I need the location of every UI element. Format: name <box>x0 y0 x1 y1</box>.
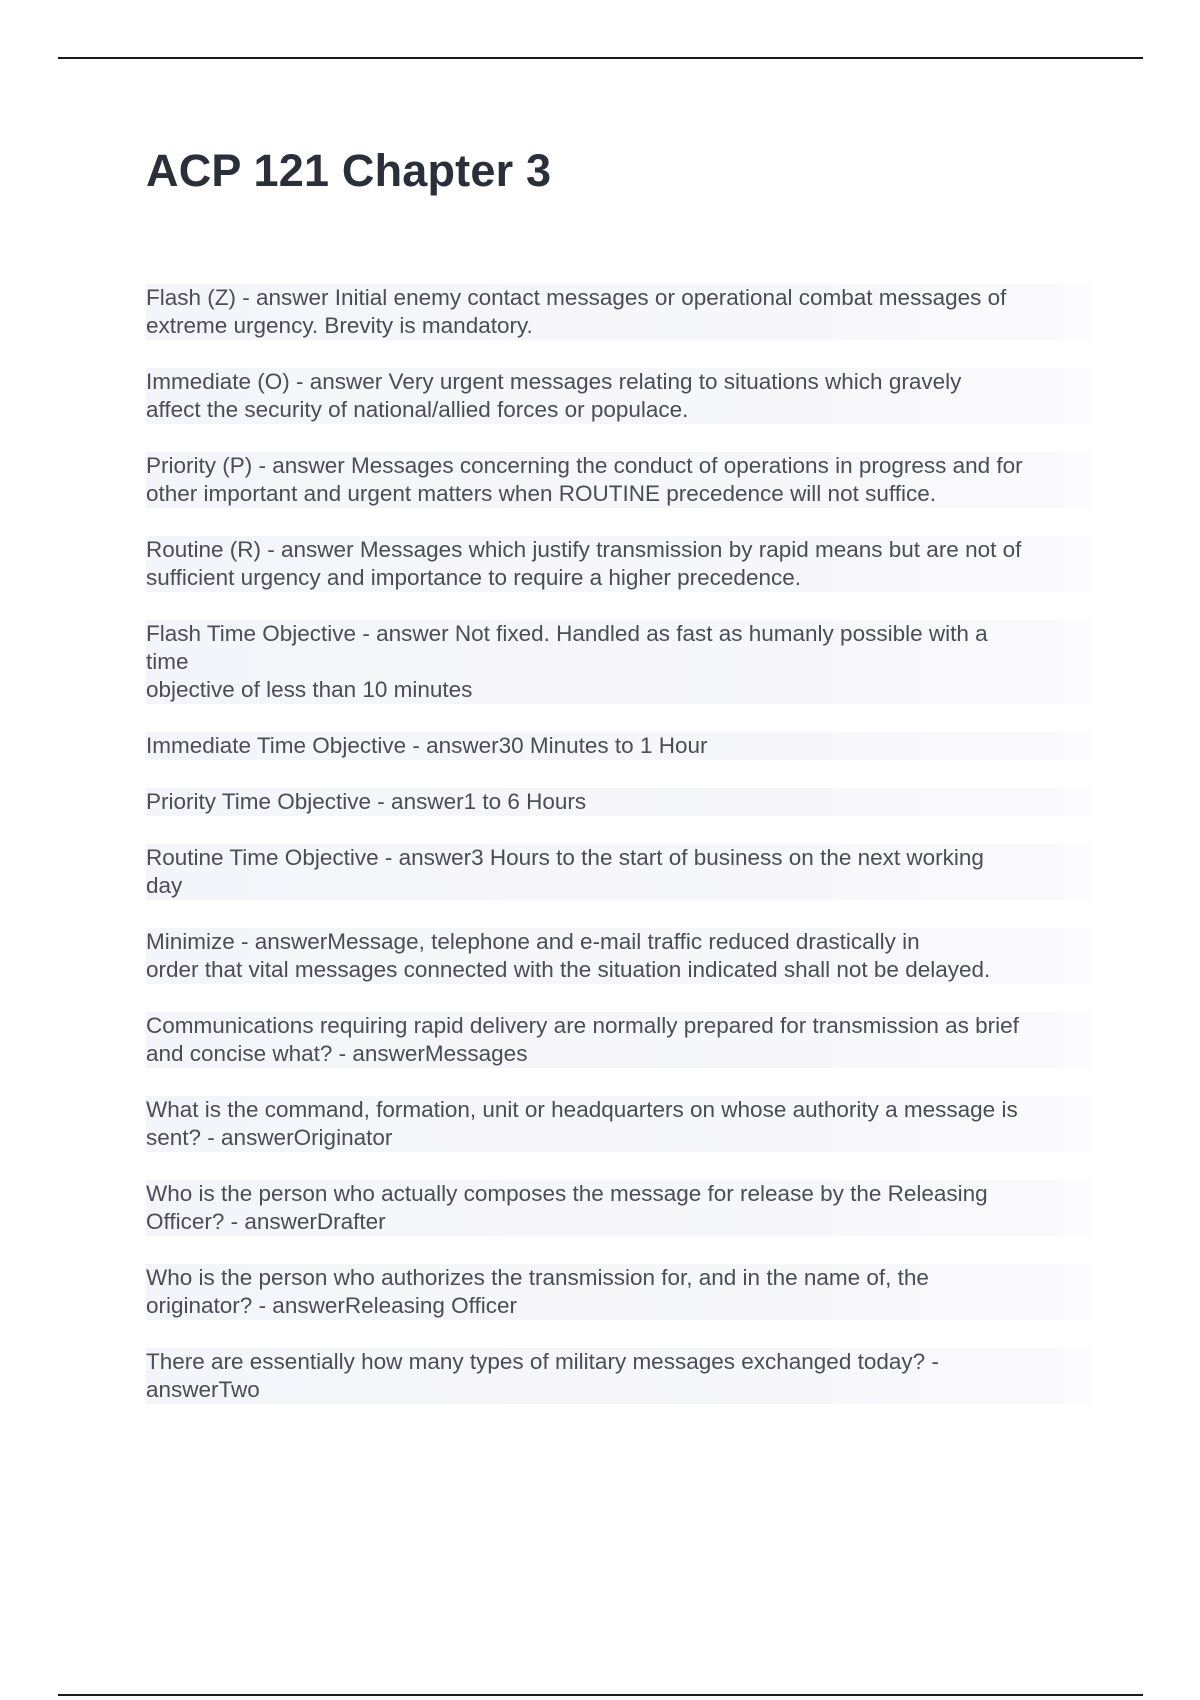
bottom-rule <box>58 1694 1143 1696</box>
top-rule <box>58 57 1143 59</box>
qa-item: Flash Time Objective - answer Not fixed. Handled as fast as humanly possible with a time objective of less than 10 minutes <box>146 620 1091 704</box>
qa-list <box>146 284 1091 1432</box>
qa-item: What is the command, formation, unit or headquarters on whose authority a message is sent? - answerOriginator <box>146 1096 1091 1152</box>
page-title: ACP 121 Chapter 3 <box>146 145 552 196</box>
qa-item: Immediate Time Objective - answer30 Minutes to 1 Hour <box>146 732 1091 760</box>
qa-item: Who is the person who authorizes the transmission for, and in the name of, the originator? - answerReleasing Officer <box>146 1264 1091 1320</box>
qa-item: Priority Time Objective - answer1 to 6 Hours <box>146 788 1091 816</box>
qa-item: There are essentially how many types of military messages exchanged today? - answerTwo <box>146 1348 1091 1404</box>
qa-item: Communications requiring rapid delivery are normally prepared for transmission as brief and concise what? - answerMessages <box>146 1012 1091 1068</box>
qa-item: Minimize - answerMessage, telephone and e-mail traffic reduced drastically in order that vital messages connected with the situation indicated shall not be delayed. <box>146 928 1091 984</box>
qa-item: Routine Time Objective - answer3 Hours to the start of business on the next working day <box>146 844 1091 900</box>
qa-item: Priority (P) - answer Messages concerning the conduct of operations in progress and for other important and urgent matters when ROUTINE precedence will not suffice. <box>146 452 1091 508</box>
qa-item: Routine (R) - answer Messages which justify transmission by rapid means but are not of sufficient urgency and importance to require a higher precedence. <box>146 536 1091 592</box>
qa-item: Flash (Z) - answer Initial enemy contact messages or operational combat messages of extreme urgency. Brevity is mandatory. <box>146 284 1091 340</box>
qa-item: Immediate (O) - answer Very urgent messages relating to situations which gravely affect the security of national/allied forces or populace. <box>146 368 1091 424</box>
qa-item: Who is the person who actually composes the message for release by the Releasing Officer? - answerDrafter <box>146 1180 1091 1236</box>
